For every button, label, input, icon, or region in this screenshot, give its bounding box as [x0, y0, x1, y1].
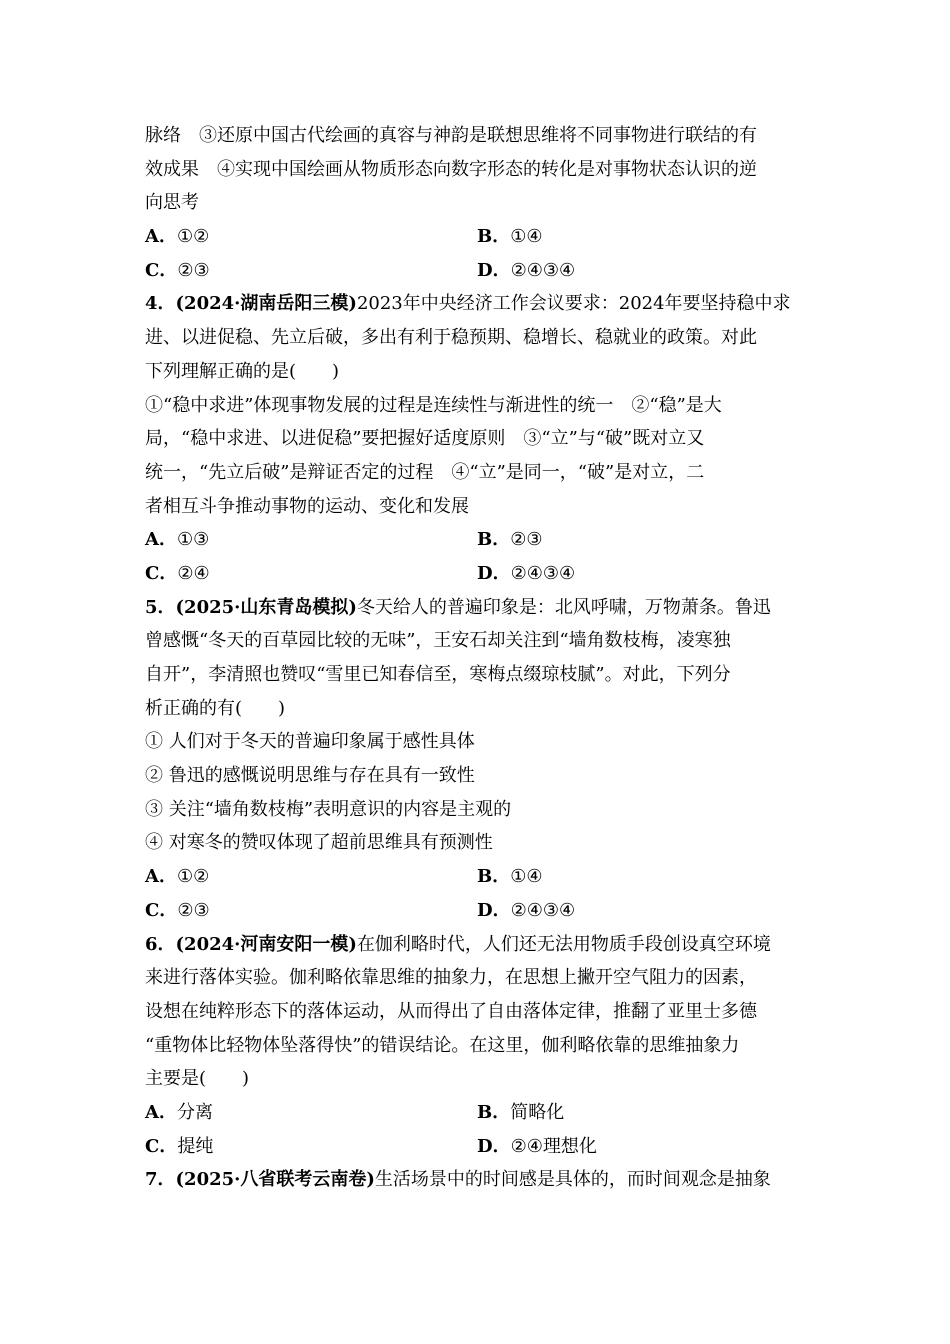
q5-options-row: [145, 894, 810, 928]
q4-stem-line: 4．(2024·湖南岳阳三模)2023年中央经济工作会议要求：2024年要坚持稳中求: [145, 293, 791, 315]
q6-option-b: B．简略化: [477, 1101, 565, 1123]
q5-item-line: ④ 对寒冬的赞叹体现了超前思维具有预测性: [145, 832, 493, 854]
q3-option-c: C．②③: [145, 259, 210, 281]
q6-stem-line: “重物体比轻物体坠落得快”的错误结论。在这里，伽利略依靠的思维抽象力: [145, 1034, 740, 1056]
q4-option-d: D．②④③④: [477, 562, 576, 584]
q7-stem-line: 7．(2025·八省联考云南卷)生活场景中的时间感是具体的，而时间观念是抽象: [145, 1169, 771, 1191]
q5-option-d: D．②④③④: [477, 899, 576, 921]
q3-options-row: [145, 220, 810, 254]
q6-source: (2024·河南安阳一模): [175, 933, 357, 955]
q5-item-line: ① 人们对于冬天的普遍印象属于感性具体: [145, 731, 475, 753]
q7-source: (2025·八省联考云南卷): [175, 1169, 375, 1191]
q5-item-line: ③ 关注“墙角数枝梅”表明意识的内容是主观的: [145, 798, 512, 820]
q4-option-c: C．②④: [145, 562, 210, 584]
q6-stem-line: 主要是( ): [145, 1068, 250, 1090]
q5-option-c: C．②③: [145, 899, 210, 921]
q6-options-row: [145, 1130, 810, 1164]
q3-text-line: 效成果 ④实现中国绘画从物质形态向数字形态的转化是对事物状态认识的逆: [145, 158, 757, 180]
q3-options-row: [145, 254, 810, 288]
q4-stem-line: 进、以进促稳、先立后破，多出有利于稳预期、稳增长、稳就业的政策。对此: [145, 327, 757, 349]
q6-options-row: [145, 1096, 810, 1130]
q5-option-b: B．①④: [477, 866, 543, 888]
q4-options-row: [145, 557, 810, 591]
q5-stem-line: 析正确的有( ): [145, 697, 286, 719]
q5-option-a: A．①②: [145, 866, 210, 888]
q4-item-line: ①“稳中求进”体现事物发展的过程是连续性与渐进性的统一 ②“稳”是大: [145, 394, 722, 416]
q5-item-line: ② 鲁迅的感慨说明思维与存在具有一致性: [145, 765, 475, 787]
q6-stem-line: 来进行落体实验。伽利略依靠思维的抽象力，在思想上撇开空气阻力的因素，: [145, 967, 757, 989]
q4-source: (2024·湖南岳阳三模): [175, 293, 357, 315]
q3-option-d: D．②④③④: [477, 259, 576, 281]
q6-option-c: C．提纯: [145, 1135, 214, 1157]
q4-item-line: 局，“稳中求进、以进促稳”要把握好适度原则 ③“立”与“破”既对立又: [145, 428, 705, 450]
q3-text-line: 脉络 ③还原中国古代绘画的真容与神韵是联想思维将不同事物进行联结的有: [145, 125, 757, 146]
q6-number: 6．: [145, 933, 176, 955]
exam-page: [145, 119, 810, 1197]
q4-options-row: [145, 523, 810, 557]
q6-stem-line: 设想在纯粹形态下的落体运动，从而得出了自由落体定律，推翻了亚里士多德: [145, 1000, 757, 1022]
q6-option-a: A．分离: [145, 1101, 213, 1123]
q4-number: 4．: [145, 293, 176, 315]
q5-stem-line: 自开”，李清照也赞叹“雪里已知春信至，寒梅点缀琼枝腻”。对此，下列分: [145, 664, 731, 685]
q4-option-b: B．②③: [477, 529, 543, 551]
q4-item-line: 者相互斗争推动事物的运动、变化和发展: [145, 495, 469, 517]
q6-stem-line: 6．(2024·河南安阳一模)在伽利略时代，人们还无法用物质手段创设真空环境: [145, 933, 771, 955]
q5-options-row: [145, 860, 810, 894]
q4-option-a: A．①③: [145, 529, 210, 551]
q3-option-a: A．①②: [145, 226, 210, 248]
q5-stem-line: 5．(2025·山东青岛模拟)冬天给人的普遍印象是：北风呼啸，万物萧条。鲁迅: [145, 596, 771, 618]
q4-stem-line: 下列理解正确的是( ): [145, 360, 340, 382]
q5-number: 5．: [145, 596, 176, 618]
q5-source: (2025·山东青岛模拟): [175, 596, 357, 618]
q3-option-b: B．①④: [477, 226, 543, 248]
q3-text-line: 向思考: [145, 192, 199, 214]
q6-option-d: D．②④理想化: [477, 1135, 597, 1157]
q4-item-line: 统一，“先立后破”是辩证否定的过程 ④“立”是同一，“破”是对立，二: [145, 461, 705, 483]
q5-stem-line: 曾感慨“冬天的百草园比较的无味”，王安石却关注到“墙角数枝梅，凌寒独: [145, 630, 731, 652]
q7-number: 7．: [145, 1169, 176, 1191]
